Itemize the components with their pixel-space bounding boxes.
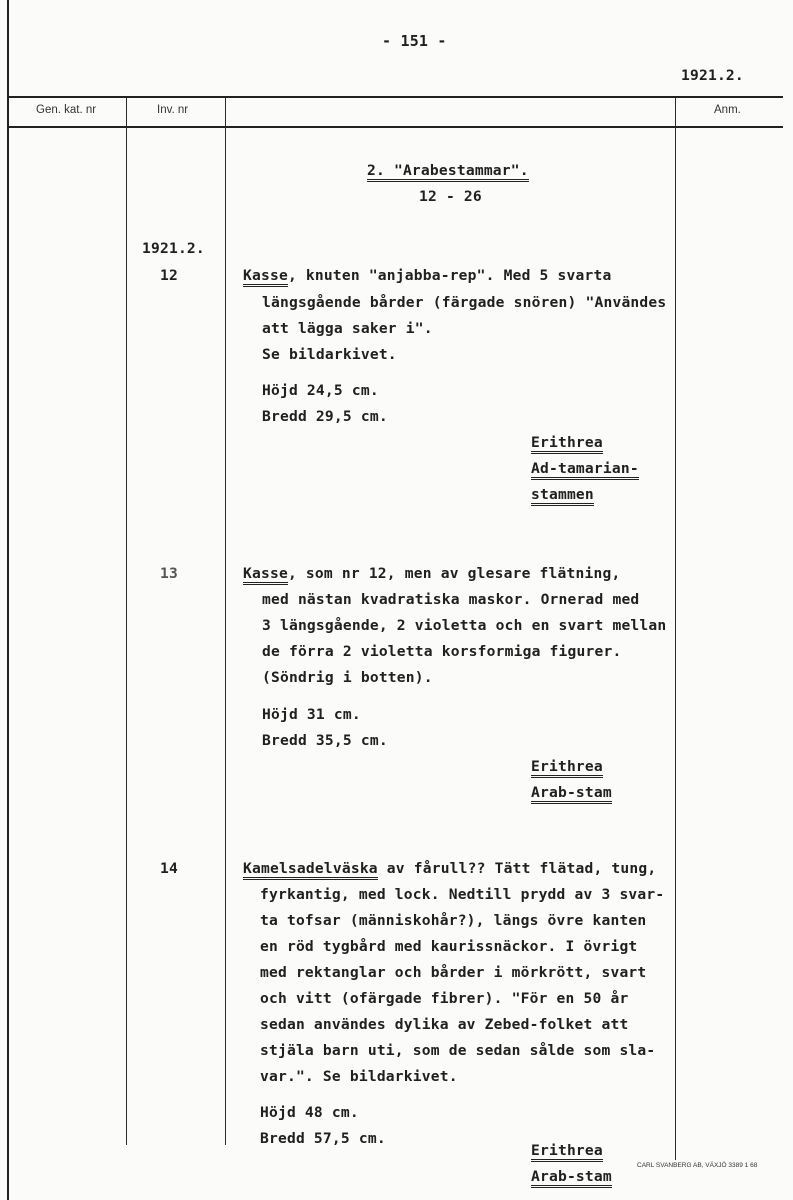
printer-mark: CARL SVANBERG AB, VÄXJÖ 3389 1 68: [637, 1162, 758, 1169]
column-header-anm: Anm.: [714, 104, 741, 116]
entry-description-line: 3 längsgående, 2 violetta och en svart mellan: [262, 617, 667, 634]
entry-object-name: Kasse: [243, 566, 288, 585]
section-title-text: 2. "Arabestammar".: [367, 163, 529, 182]
origin-text: Ad-tamarian-: [531, 461, 639, 480]
entry-measure-height: Höjd 24,5 cm.: [262, 382, 379, 399]
entry-origin-line: [531, 1142, 603, 1162]
page-number: - 151 -: [382, 32, 447, 50]
origin-text: Erithrea: [531, 1143, 603, 1162]
entry-description-line: Se bildarkivet.: [262, 346, 397, 363]
entry-description-line: med nästan kvadratiska maskor. Ornerad med: [262, 591, 640, 608]
entry-origin-line: [531, 434, 603, 454]
entry-description-first-line: [243, 860, 656, 880]
entry-origin-line: [531, 460, 639, 480]
entry-measure-width: Bredd 35,5 cm.: [262, 732, 388, 749]
entry-description-line: de förra 2 violetta korsformiga figurer.: [262, 643, 622, 660]
column-divider-2: [225, 97, 226, 1145]
entry-description-line: med rektanglar och bårder i mörkrött, svart: [260, 964, 647, 981]
entry-origin-line: [531, 758, 603, 778]
entry-inv-number: 13: [160, 565, 178, 582]
entry-first-line-rest: , som nr 12, men av glesare flätning,: [287, 565, 621, 582]
column-header-inv: Inv. nr: [157, 104, 189, 116]
header-top-rule: [8, 96, 783, 98]
entry-description-line: stjäla barn uti, som de sedan sålde som sla-: [260, 1042, 656, 1059]
entry-inv-number: 12: [160, 267, 178, 284]
entry-origin-line: [531, 1168, 612, 1188]
header-bottom-rule: [8, 126, 783, 128]
entry-description-line: (Söndrig i botten).: [262, 669, 433, 686]
origin-text: Arab-stam: [531, 785, 612, 804]
origin-text: Arab-stam: [531, 1169, 612, 1188]
entry-origin-line: [531, 486, 594, 506]
register-number: 1921.2.: [681, 67, 744, 84]
column-divider-3: [675, 97, 676, 1160]
entry-first-line-rest: av fårull?? Tätt flätad, tung,: [377, 860, 657, 877]
column-header-gen-kat: Gen. kat. nr: [36, 104, 97, 116]
section-range: 12 - 26: [419, 188, 482, 205]
entry-inv-number: 14: [160, 860, 178, 877]
entry-first-line-rest: , knuten "anjabba-rep". Med 5 svarta: [287, 267, 612, 284]
entry-description-line: var.". Se bildarkivet.: [260, 1068, 458, 1085]
page-edge-line: [7, 0, 9, 1200]
column-divider-1: [126, 97, 127, 1145]
origin-text: Erithrea: [531, 759, 603, 778]
entry-description-line: en röd tygbård med kaurissnäckor. I övrigt: [260, 938, 638, 955]
entry-description-line: sedan användes dylika av Zebed-folket att: [260, 1016, 629, 1033]
entry-measure-width: Bredd 57,5 cm.: [260, 1130, 386, 1147]
entry-description-line: längsgående bårder (färgade snören) "Användes: [262, 294, 667, 311]
entry-description-line: ta tofsar (människohår?), längs övre kanten: [260, 912, 647, 929]
entry-measure-height: Höjd 48 cm.: [260, 1104, 359, 1121]
entry-object-name: Kasse: [243, 268, 288, 287]
origin-text: Erithrea: [531, 435, 603, 454]
entry-description-line: fyrkantig, med lock. Nedtill prydd av 3 svar-: [260, 886, 665, 903]
entry-inv-prefix: 1921.2.: [142, 240, 205, 257]
section-title: [367, 162, 529, 182]
entry-description-first-line: [243, 565, 620, 585]
entry-measure-height: Höjd 31 cm.: [262, 706, 361, 723]
entry-description-line: att lägga saker i".: [262, 320, 433, 337]
entry-measure-width: Bredd 29,5 cm.: [262, 408, 388, 425]
entry-description-line: och vitt (ofärgade fibrer). "För en 50 år: [260, 990, 629, 1007]
origin-text: stammen: [531, 487, 594, 506]
entry-object-name: Kamelsadelväska: [243, 861, 378, 880]
entry-origin-line: [531, 784, 612, 804]
entry-description-first-line: [243, 267, 611, 287]
